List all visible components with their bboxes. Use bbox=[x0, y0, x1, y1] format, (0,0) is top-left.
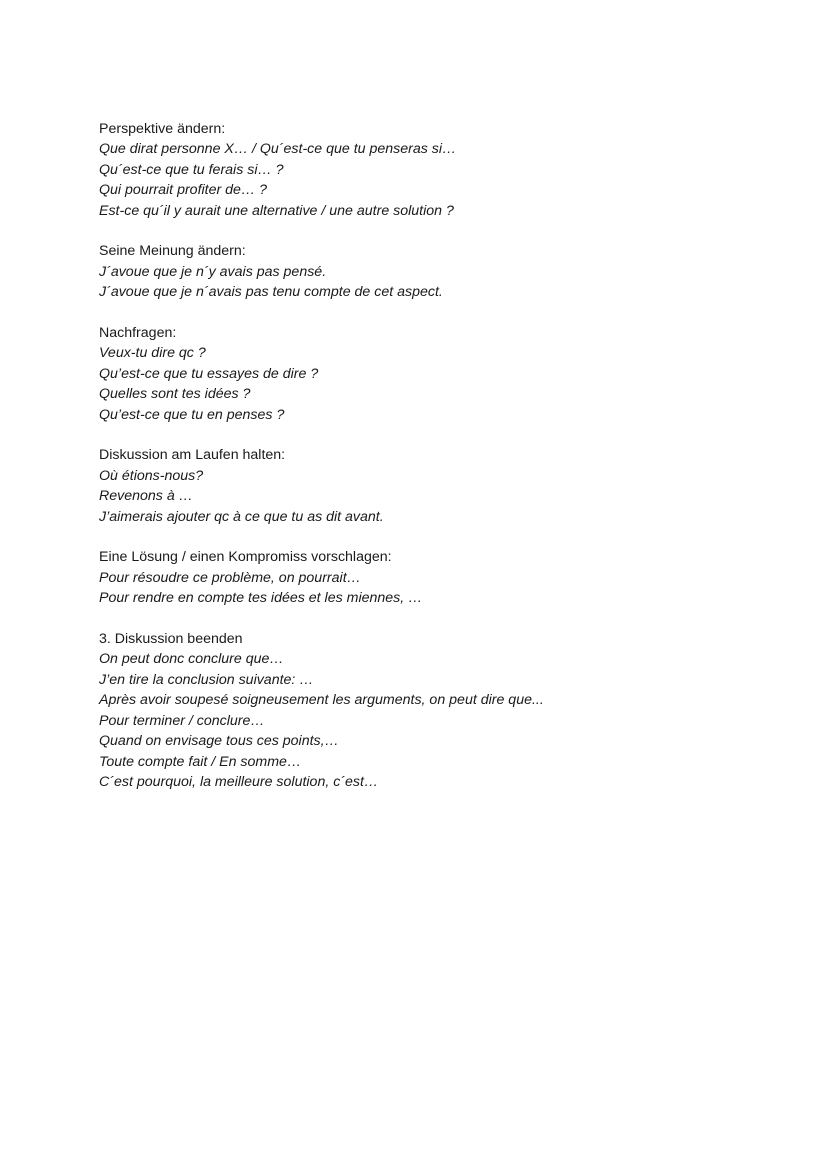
phrase-line: On peut donc conclure que… bbox=[99, 651, 284, 668]
phrase-line: C´est pourquoi, la meilleure solution, c´est… bbox=[99, 773, 379, 790]
document-page bbox=[99, 119, 799, 813]
phrase-line: Quelles sont tes idées ? bbox=[99, 386, 251, 403]
phrase-line: Qu’est-ce que tu essayes de dire ? bbox=[99, 365, 319, 382]
section-diskussion-laufen bbox=[99, 445, 799, 527]
section-meinung-aendern bbox=[99, 241, 799, 302]
section-heading: Eine Lösung / einen Kompromiss vorschlagen: bbox=[99, 549, 392, 566]
phrase-line: Toute compte fait / En somme… bbox=[99, 753, 302, 770]
phrase-line: Pour terminer / conclure… bbox=[99, 712, 265, 729]
phrase-line: J’en tire la conclusion suivante: … bbox=[99, 671, 314, 688]
section-nachfragen bbox=[99, 323, 799, 425]
phrase-line: Qu’est-ce que tu en penses ? bbox=[99, 406, 285, 423]
phrase-line: Pour résoudre ce problème, on pourrait… bbox=[99, 569, 361, 586]
section-heading: Diskussion am Laufen halten: bbox=[99, 447, 286, 464]
phrase-line: Pour rendre en compte tes idées et les miennes, … bbox=[99, 590, 423, 607]
phrase-line: Où étions-nous? bbox=[99, 467, 204, 484]
section-heading: Nachfragen: bbox=[99, 325, 177, 342]
phrase-line: Revenons à … bbox=[99, 488, 193, 505]
phrase-line: J’aimerais ajouter qc à ce que tu as dit avant. bbox=[99, 508, 384, 525]
section-perspektive-aendern bbox=[99, 119, 799, 221]
section-heading: 3. Diskussion beenden bbox=[99, 631, 243, 648]
phrase-line: Quand on envisage tous ces points,… bbox=[99, 733, 339, 750]
section-heading: Perspektive ändern: bbox=[99, 121, 226, 137]
phrase-line: Qui pourrait profiter de… ? bbox=[99, 182, 267, 199]
phrase-line: Après avoir soupesé soigneusement les arguments, on peut dire que... bbox=[99, 692, 544, 709]
phrase-line: Qu´est-ce que tu ferais si… ? bbox=[99, 161, 284, 178]
phrase-line: Veux-tu dire qc ? bbox=[99, 345, 206, 362]
section-loesung-vorschlagen bbox=[99, 547, 799, 608]
section-diskussion-beenden bbox=[99, 629, 799, 792]
phrase-line: J´avoue que je n´avais pas tenu compte de cet aspect. bbox=[99, 284, 443, 301]
phrase-line: J´avoue que je n´y avais pas pensé. bbox=[99, 263, 327, 280]
section-heading: Seine Meinung ändern: bbox=[99, 243, 246, 260]
phrase-line: Est-ce qu´il y aurait une alternative / une autre solution ? bbox=[99, 202, 454, 219]
phrase-line: Que dirat personne X… / Qu´est-ce que tu penseras si… bbox=[99, 141, 457, 158]
